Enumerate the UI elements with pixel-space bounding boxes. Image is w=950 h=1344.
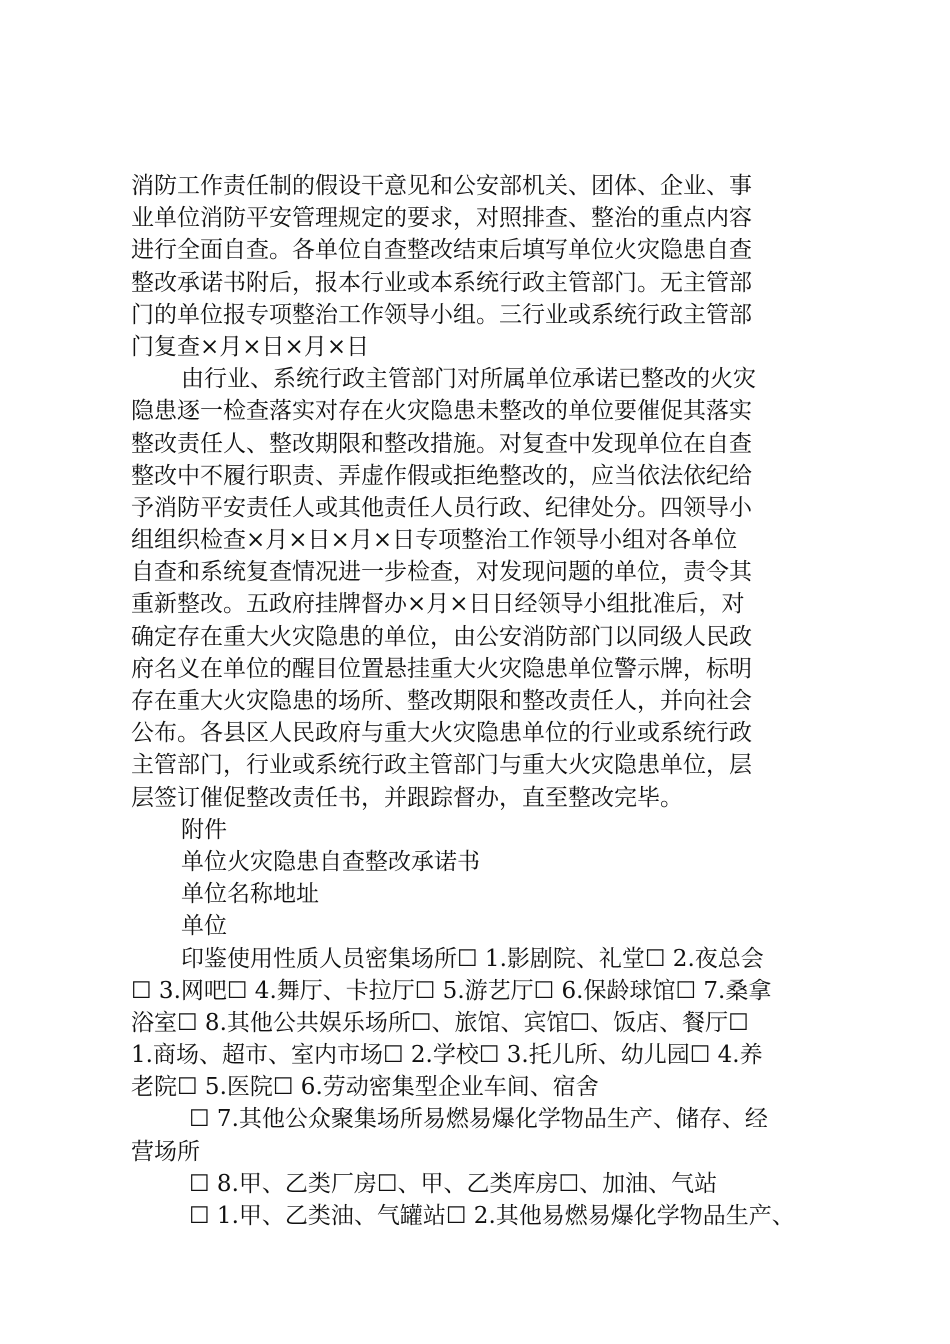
text-line: 组组织检查×月×日×月×日专项整治工作领导小组对各单位 xyxy=(131,527,738,554)
text-line: 自查和系统复查情况进一步检查，对发现问题的单位，责令其 xyxy=(131,559,752,586)
text-line: 门复查×月×日×月×日 xyxy=(131,333,370,360)
text-line: 单位火灾隐患自查整改承诺书 xyxy=(181,848,480,875)
text-line: 确定存在重大火灾隐患的单位，由公安消防部门以同级人民政 xyxy=(131,623,752,650)
text-line: 府名义在单位的醒目位置悬挂重大火灾隐患单位警示牌，标明 xyxy=(131,655,752,682)
text-line: 印鉴使用性质人员密集场所☐ 1.影剧院、礼堂☐ 2.夜总会 xyxy=(181,945,764,972)
text-line: ☐ 8.甲、乙类厂房☐、甲、乙类库房☐、加油、气站 xyxy=(189,1170,718,1197)
text-line: 主管部门，行业或系统行政主管部门与重大火灾隐患单位，层 xyxy=(131,752,752,779)
text-line: 进行全面自查。各单位自查整改结束后填写单位火灾隐患自查 xyxy=(131,237,752,264)
document-body xyxy=(131,170,831,1232)
text-line: 消防工作责任制的假设干意见和公安部机关、团体、企业、事 xyxy=(131,173,752,199)
text-line: 由行业、系统行政主管部门对所属单位承诺已整改的火灾 xyxy=(181,366,756,393)
text-line: ☐ 7.其他公众聚集场所易燃易爆化学物品生产、储存、经 xyxy=(189,1106,768,1133)
text-line: ☐ 1.甲、乙类油、气罐站☐ 2.其他易燃易爆化学物品生产、 xyxy=(189,1203,795,1229)
text-line: 整改中不履行职责、弄虚作假或拒绝整改的，应当依法依纪给 xyxy=(131,462,752,489)
text-line: 单位 xyxy=(181,913,227,940)
text-line: 予消防平安责任人或其他责任人员行政、纪律处分。四领导小 xyxy=(131,494,752,521)
text-line: 公布。各县区人民政府与重大火灾隐患单位的行业或系统行政 xyxy=(131,720,752,747)
text-line: 整改承诺书附后，报本行业或本系统行政主管部门。无主管部 xyxy=(131,269,752,296)
text-line: 重新整改。五政府挂牌督办×月×日日经领导小组批准后，对 xyxy=(131,591,745,618)
text-line: 层签订催促整改责任书，并跟踪督办，直至整改完毕。 xyxy=(131,784,683,811)
text-line: 存在重大火灾隐患的场所、整改期限和整改责任人，并向社会 xyxy=(131,688,752,714)
text-line: ☐ 3.网吧☐ 4.舞厅、卡拉厅☐ 5.游艺厅☐ 6.保龄球馆☐ 7.桑拿 xyxy=(131,977,772,1004)
text-line: 单位名称地址 xyxy=(181,881,319,908)
text-line: 1.商场、超市、室内市场☐ 2.学校☐ 3.托儿所、幼儿园☐ 4.养 xyxy=(131,1042,763,1069)
text-line: 附件 xyxy=(181,816,227,843)
text-line: 业单位消防平安管理规定的要求，对照排查、整治的重点内容 xyxy=(131,205,752,232)
text-line: 整改责任人、整改期限和整改措施。对复查中发现单位在自查 xyxy=(131,430,752,457)
text-line: 老院☐ 5.医院☐ 6.劳动密集型企业车间、宿舍 xyxy=(131,1074,599,1101)
text-line: 隐患逐一检查落实对存在火灾隐患未整改的单位要催促其落实 xyxy=(131,398,752,425)
text-line: 浴室☐ 8.其他公共娱乐场所☐、旅馆、宾馆☐、饭店、餐厅☐ xyxy=(131,1009,749,1036)
text-line: 营场所 xyxy=(131,1138,200,1165)
text-line: 门的单位报专项整治工作领导小组。三行业或系统行政主管部 xyxy=(131,301,752,328)
